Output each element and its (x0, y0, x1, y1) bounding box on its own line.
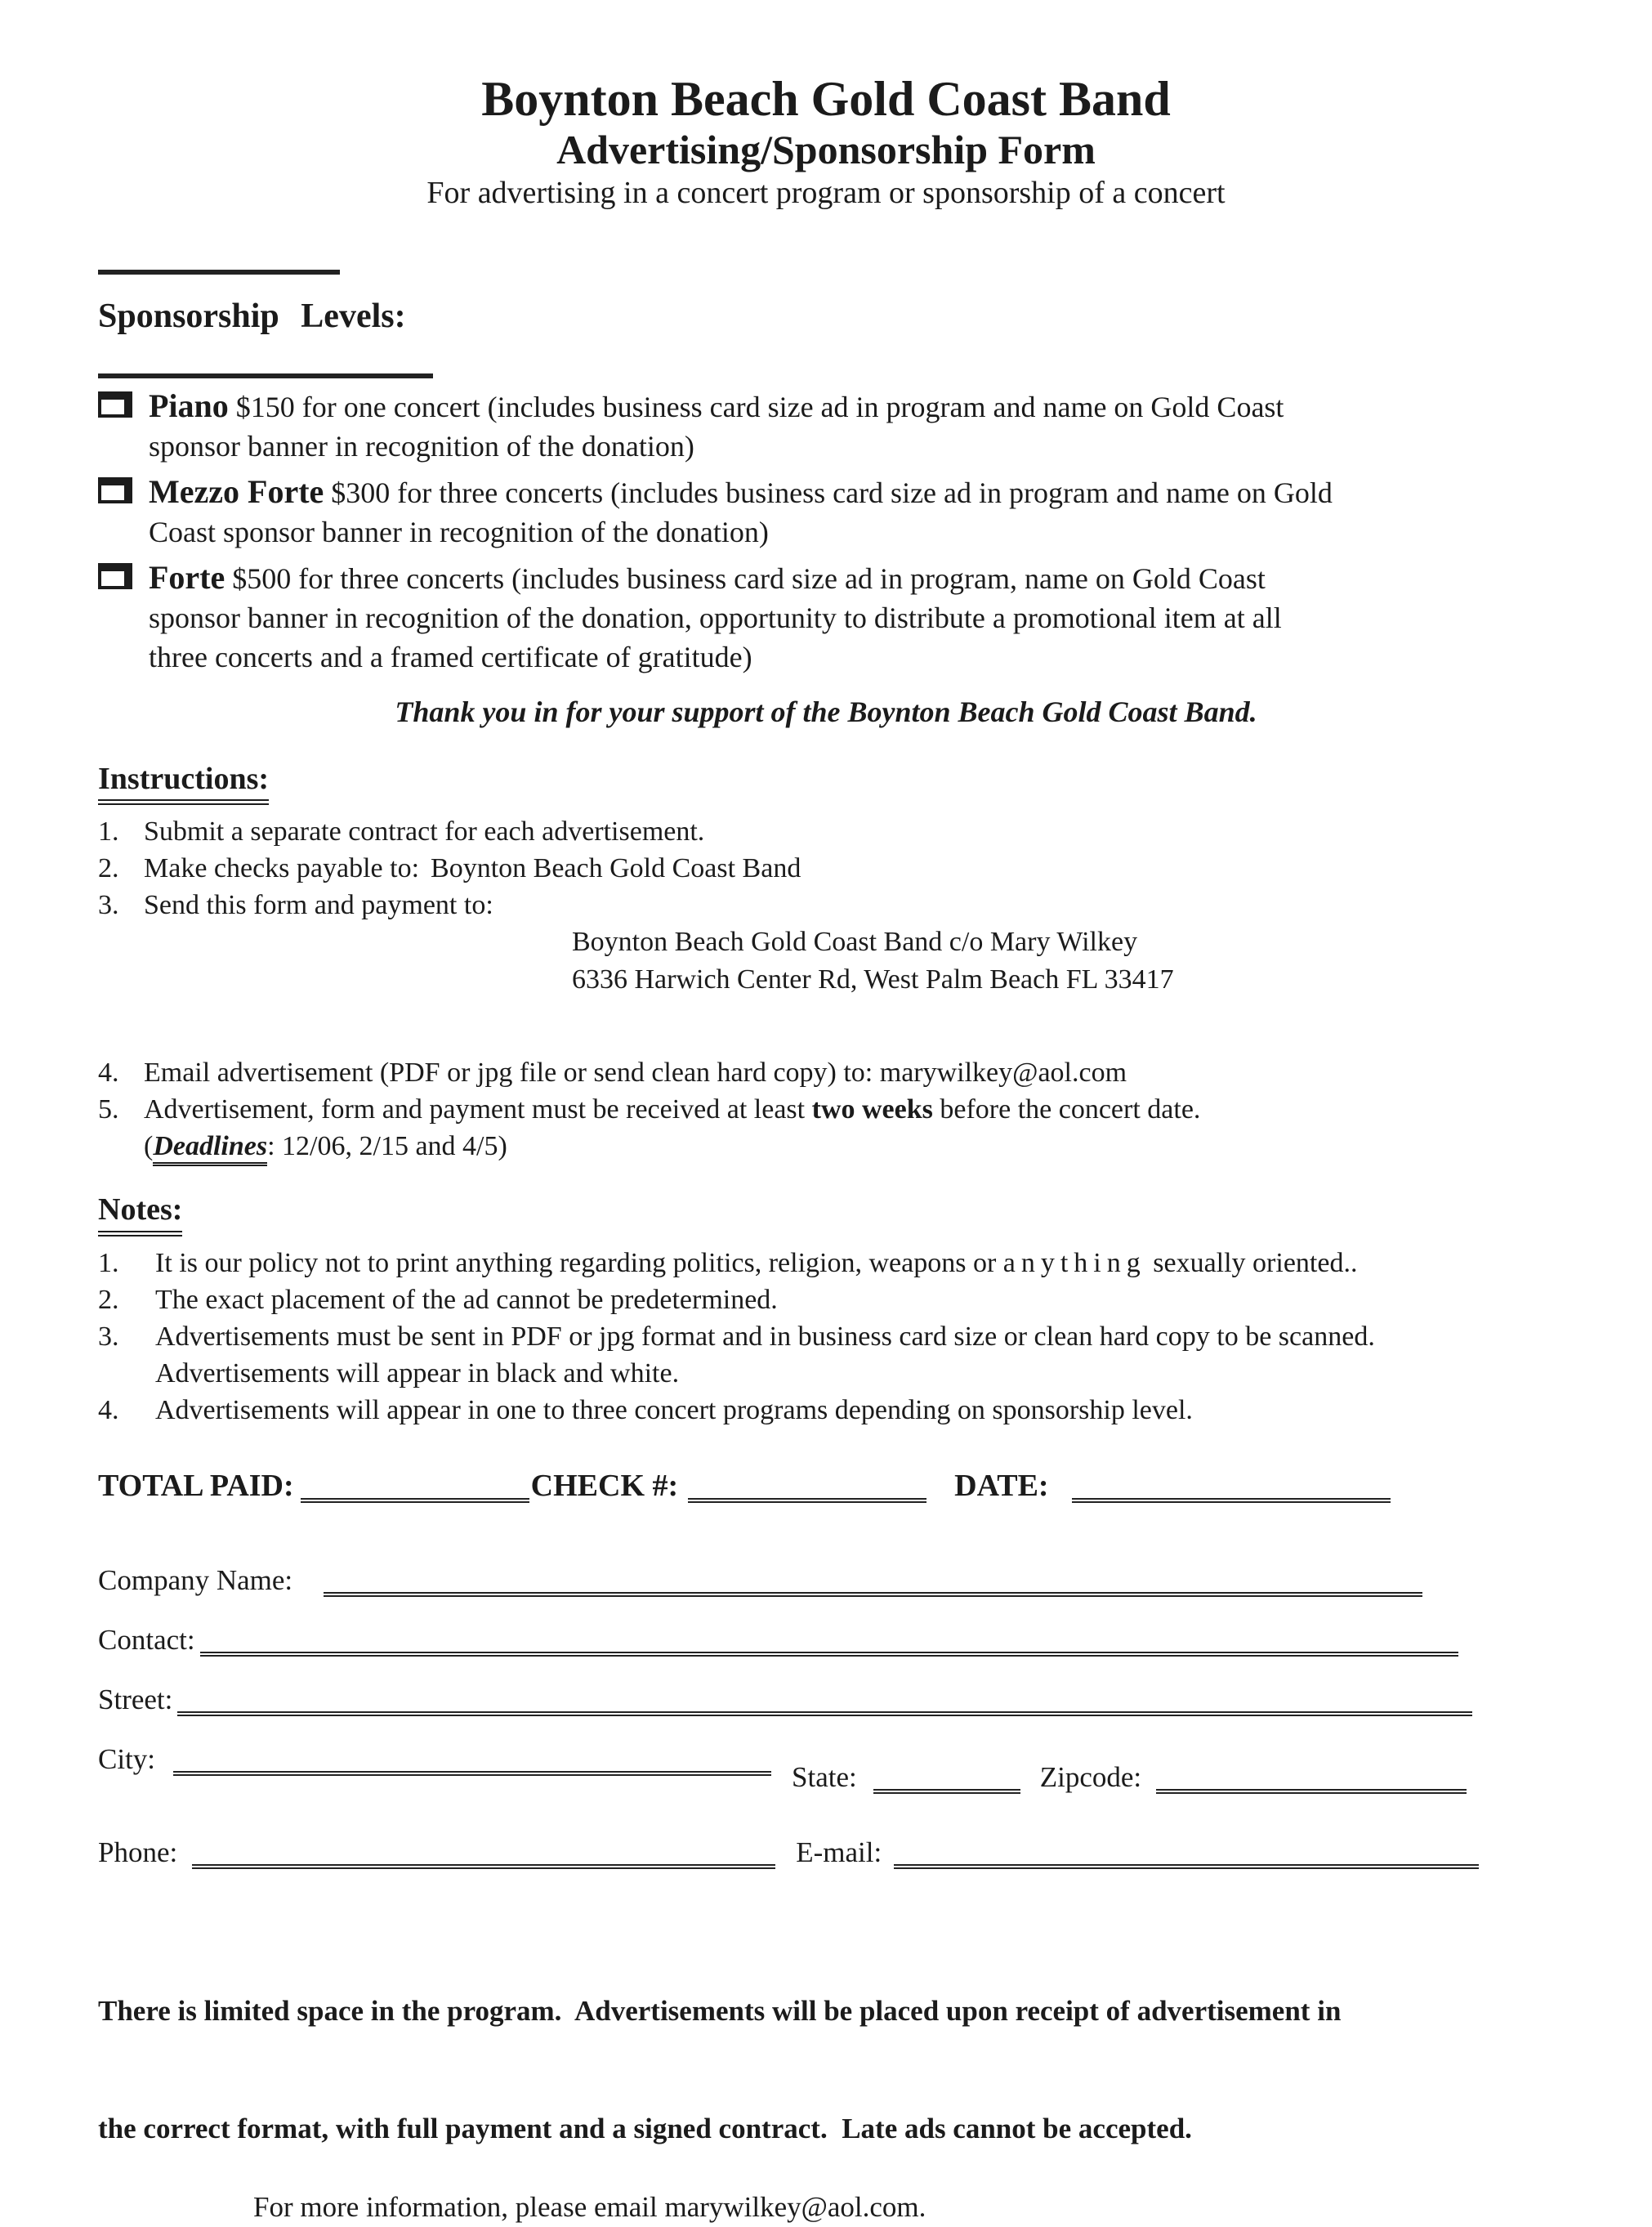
city-field[interactable] (173, 1768, 771, 1776)
phone-field[interactable] (192, 1861, 775, 1869)
forte-desc-line2: sponsor banner in recognition of the donation, opportunity to distribute a promotional item at all (149, 601, 1282, 634)
instruction-2-text (144, 850, 1554, 887)
state-label: State: (792, 1760, 857, 1793)
deadlines-open-paren: ( (144, 1131, 154, 1162)
mezzo-forte-checkbox[interactable] (98, 477, 132, 503)
checkbox-column (98, 387, 149, 466)
send-form-label: Send this form and payment to: (144, 890, 493, 921)
address-line-1: Boynton Beach Gold Coast Band c/o Mary Wilkey (572, 927, 1138, 958)
note-1-post: sexually oriented.. (1145, 1247, 1358, 1278)
piano-level-name: Piano (149, 387, 229, 424)
street-field[interactable] (177, 1708, 1472, 1716)
total-paid-field[interactable] (301, 1495, 529, 1503)
sponsorship-item-mezzo-forte (98, 472, 1554, 552)
forte-checkbox[interactable] (98, 563, 132, 589)
piano-desc-line2: sponsor banner in recognition of the donation) (149, 429, 694, 463)
date-label: DATE: (954, 1468, 1049, 1503)
note-item-4 (98, 1392, 1554, 1429)
piano-desc-line1: $150 for one concert (includes business card size ad in program and name on Gold Coast (235, 390, 1284, 423)
closing-line-2: the correct format, with full payment and a signed contract. Late ads cannot be accepted. (98, 2112, 1192, 2144)
check-number-label: CHECK #: (530, 1468, 679, 1503)
state-zip-group (771, 1761, 1467, 1794)
street-label: Street: (98, 1683, 173, 1715)
note-2-text: The exact placement of the ad cannot be predetermined. (155, 1284, 778, 1315)
instruction-item-1 (98, 813, 1554, 850)
payment-summary-row (98, 1468, 1554, 1504)
deadlines-word: Deadlines (153, 1131, 267, 1166)
contact-row (98, 1624, 1554, 1657)
note-item-1 (98, 1245, 1554, 1281)
deadlines-dates: : 12/06, 2/15 and 4/5) (267, 1131, 507, 1162)
item-number: 4. (98, 1058, 119, 1089)
check-number-field[interactable] (688, 1495, 926, 1503)
mezzo-forte-description (149, 472, 1554, 552)
company-name-field[interactable] (324, 1589, 1422, 1597)
mailing-address-block (572, 923, 1554, 999)
item-number: 1. (98, 1247, 119, 1278)
checkbox-column (98, 558, 149, 677)
checks-payable-label: Make checks payable to: (144, 853, 420, 884)
item-number: 3. (98, 1321, 119, 1352)
note-3-text (155, 1318, 1554, 1392)
note-3-line2: Advertisements will appear in black and white. (155, 1357, 680, 1389)
instruction-item-5 (98, 1091, 1554, 1165)
note-3-line1: Advertisements must be sent in PDF or jpg format and in business card size or clean hard copy to be scanned. (155, 1321, 1375, 1352)
form-header (98, 72, 1554, 212)
checks-payable-value: Boynton Beach Gold Coast Band (431, 853, 801, 884)
closing-line-1: There is limited space in the program. Advertisements will be placed upon receipt of advertisement in (98, 1994, 1342, 2027)
top-rule (98, 270, 340, 275)
piano-description (149, 387, 1554, 466)
form-subtitle: Advertising/Sponsorship Form (556, 127, 1096, 173)
note-4-text: Advertisements will appear in one to three concert programs depending on sponsorship level. (155, 1394, 1193, 1425)
thank-you-note: Thank you in for your support of the Boynton Beach Gold Coast Band. (395, 695, 1257, 728)
email-field[interactable] (894, 1861, 1479, 1869)
deadline-post-text: before the concert date. (932, 1094, 1201, 1125)
item-number: 4. (98, 1394, 119, 1425)
city-label: City: (98, 1742, 156, 1775)
state-field[interactable] (873, 1786, 1020, 1794)
item-number: 2. (98, 853, 119, 884)
piano-checkbox[interactable] (98, 391, 132, 418)
more-info-text: For more information, please email marywilkey@aol.com. (253, 2190, 926, 2223)
address-line-2: 6336 Harwich Center Rd, West Palm Beach FL 33417 (572, 964, 1174, 995)
note-item-3 (98, 1318, 1554, 1392)
forte-desc-line3: three concerts and a framed certificate of gratitude) (149, 640, 752, 673)
deadline-pre-text: Advertisement, form and payment must be received at least (144, 1094, 812, 1125)
city-state-zip-row (98, 1742, 1554, 1793)
date-field[interactable] (1072, 1495, 1391, 1503)
note-item-2 (98, 1281, 1554, 1318)
sponsorship-rule (98, 373, 433, 378)
zipcode-label: Zipcode: (1039, 1760, 1142, 1793)
sponsorship-level-list (98, 387, 1554, 677)
item-number: 3. (98, 890, 119, 921)
instructions-heading-row (98, 762, 1554, 806)
instruction-1-text: Submit a separate contract for each advertisement. (144, 816, 705, 847)
sponsorship-item-forte (98, 558, 1554, 677)
company-name-label: Company Name: (98, 1563, 293, 1596)
closing-statement (98, 1913, 1554, 2188)
contact-label: Contact: (98, 1623, 195, 1656)
note-1-spaced-word: anything (1002, 1247, 1146, 1278)
total-paid-label: TOTAL PAID: (98, 1468, 294, 1503)
form-tagline: For advertising in a concert program or sponsorship of a concert (426, 175, 1226, 210)
zipcode-field[interactable] (1156, 1786, 1467, 1794)
instruction-5-text (144, 1091, 1554, 1165)
form-title: Boynton Beach Gold Coast Band (481, 72, 1171, 126)
notes-heading: Notes: (98, 1192, 182, 1236)
deadlines-line (144, 1128, 1554, 1165)
mezzo-forte-level-name: Mezzo Forte (149, 472, 324, 510)
item-number: 2. (98, 1284, 119, 1315)
mezzo-forte-desc-line2: Coast sponsor banner in recognition of the donation) (149, 515, 769, 548)
notes-list (98, 1245, 1554, 1429)
sponsorship-item-piano (98, 387, 1554, 466)
instructions-heading: Instructions: (98, 762, 269, 806)
contact-field[interactable] (200, 1648, 1458, 1657)
instruction-3-text (144, 887, 1554, 999)
notes-heading-row (98, 1192, 1554, 1236)
two-weeks-emphasis: two weeks (811, 1094, 933, 1125)
mezzo-forte-desc-line1: $300 for three concerts (includes business card size ad in program and name on Gold (331, 476, 1333, 509)
forte-desc-line1: $500 for three concerts (includes business card size ad in program, name on Gold Coast (232, 561, 1266, 595)
note-1-pre: It is our policy not to print anything regarding politics, religion, weapons or (155, 1247, 1003, 1278)
instruction-item-2 (98, 850, 1554, 887)
forte-level-name: Forte (149, 558, 225, 596)
item-number: 5. (98, 1094, 119, 1125)
instruction-4-text: Email advertisement (PDF or jpg file or send clean hard copy) to: marywilkey@aol.com (144, 1058, 1127, 1089)
instructions-list (98, 813, 1554, 1165)
instruction-item-4 (98, 1054, 1554, 1091)
checkbox-column (98, 472, 149, 552)
phone-label: Phone: (98, 1836, 178, 1868)
company-name-row (98, 1564, 1554, 1597)
sponsorship-levels-heading: Sponsorship Levels: (98, 297, 406, 336)
item-number: 1. (98, 816, 119, 847)
email-label: E-mail: (796, 1836, 882, 1868)
phone-email-row (98, 1836, 1554, 1869)
forte-description (149, 558, 1554, 677)
note-1-text (155, 1245, 1554, 1281)
instruction-item-3 (98, 887, 1554, 999)
street-row (98, 1684, 1554, 1716)
